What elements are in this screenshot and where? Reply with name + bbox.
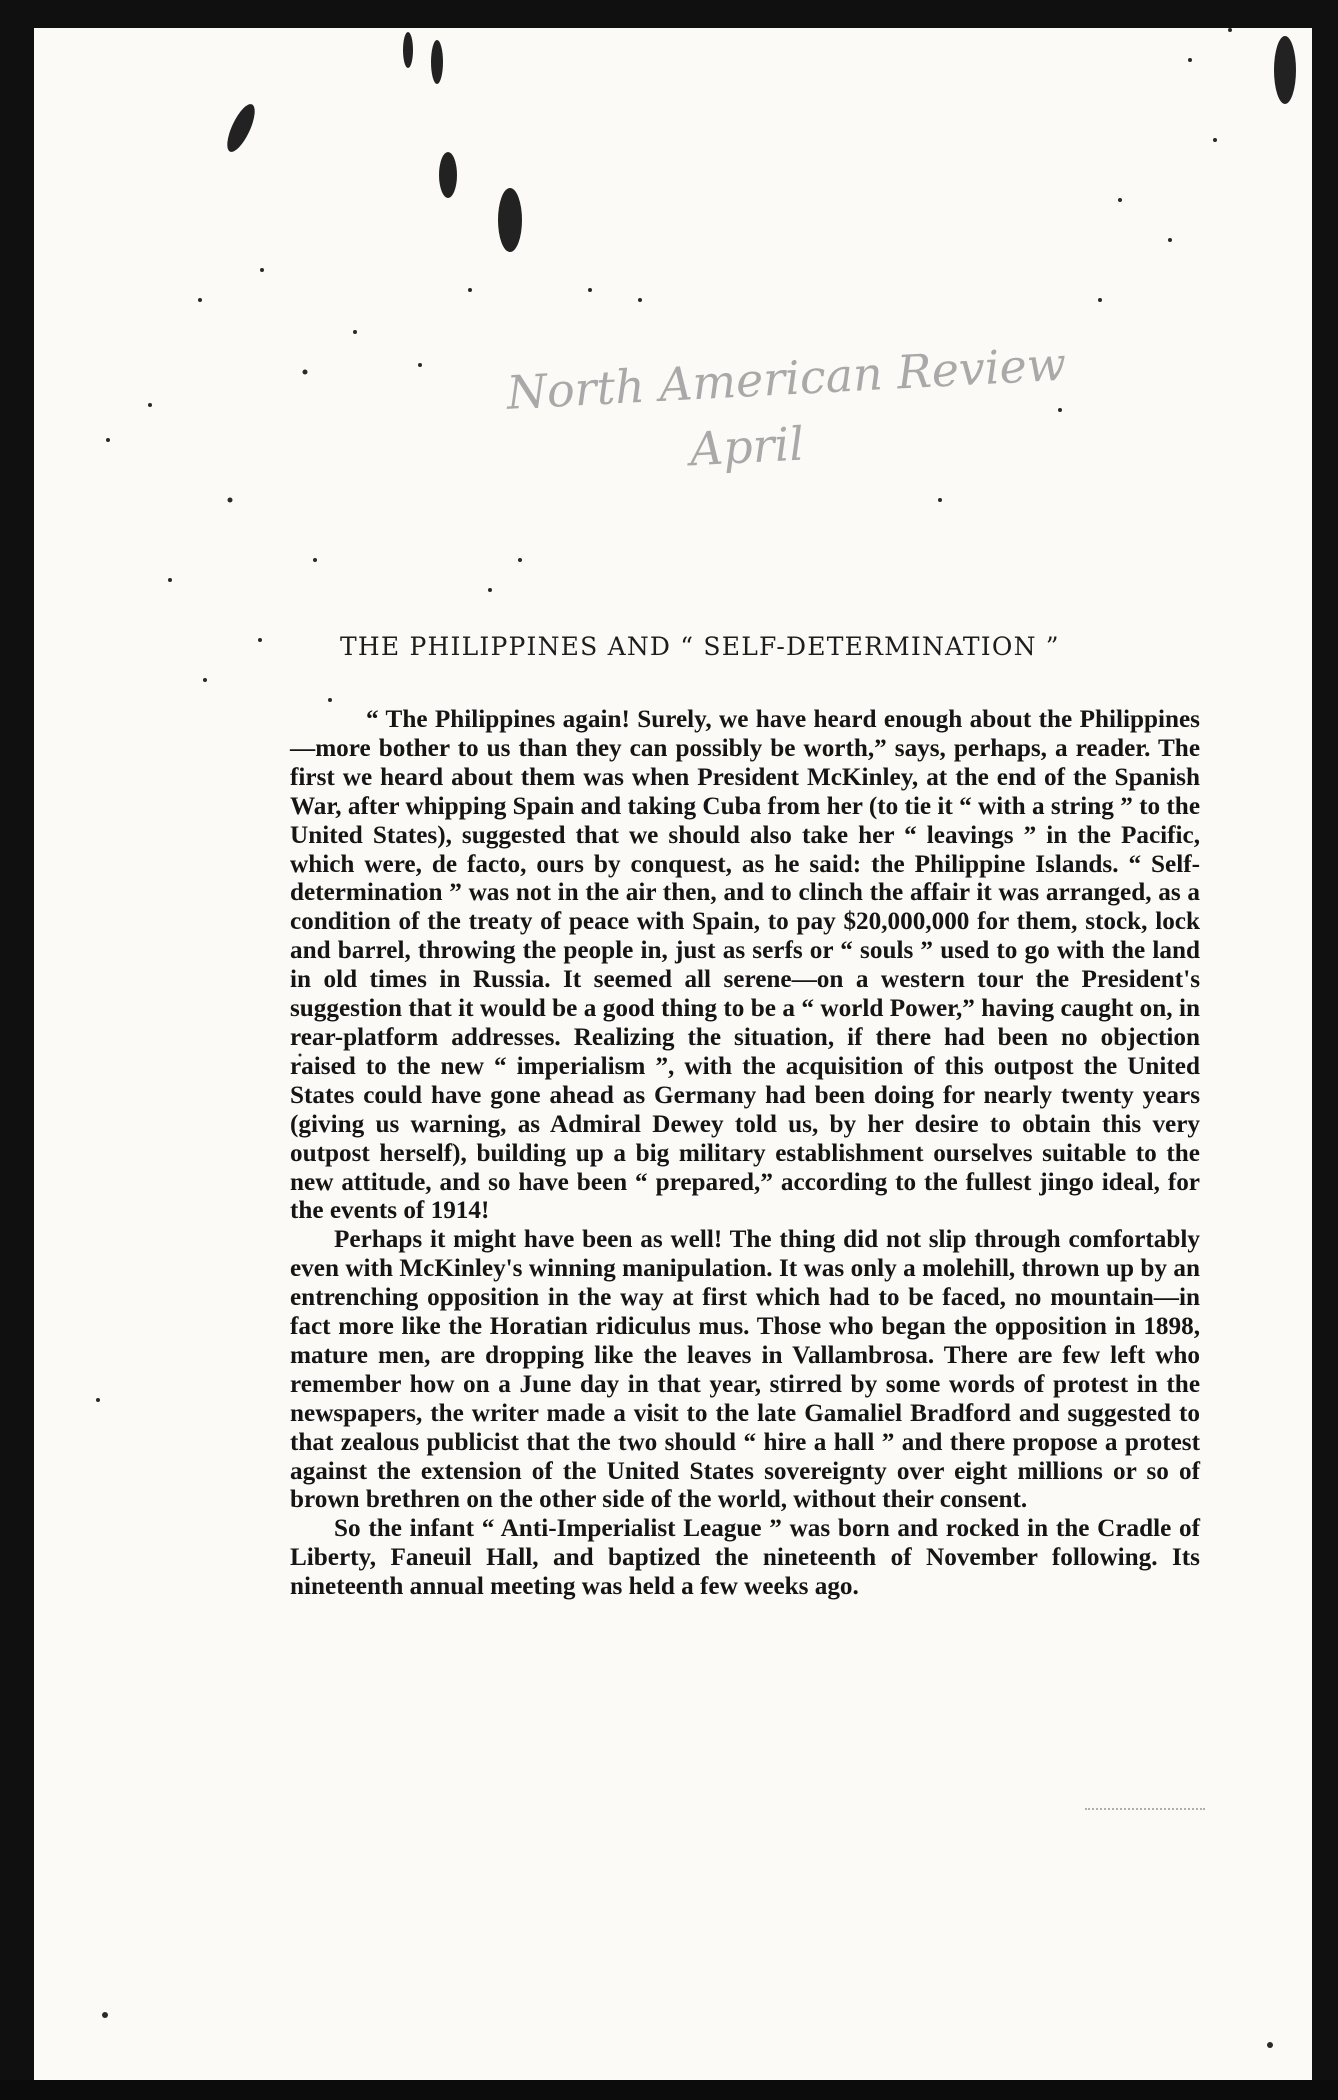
ink-blot <box>222 101 260 156</box>
page-footer-mark <box>1085 1808 1205 1812</box>
ink-blot <box>1274 36 1296 104</box>
ink-blot <box>439 152 457 198</box>
article-body <box>290 706 1200 1602</box>
paragraph: Perhaps it might have been as well! The thing did not slip through comfortably even with McKinley's winning manipulation. It was only a molehill, thrown up by an entrenching opposition in the way at first which had to be faced, no mountain—in fact more like the Horatian ridiculus mus. Those who began the opposition in 1898, mature men, are dropping like the leaves in Vallambrosa. There are few left who remember how on a June day in that year, stirred by some words of protest in the newspapers, the writer made a visit to the late Gamaliel Bradford and suggested to that zealous publicist that the two should “ hire a hall ” and there propose a protest against the extension of the United States sovereignty over eight millions or so of brown brethren on the other side of the world, without their consent. <box>290 1226 1200 1514</box>
ink-blot <box>431 40 443 84</box>
handwritten-line: North American Review <box>505 336 1068 420</box>
ink-blot <box>403 32 413 68</box>
handwritten-line: April <box>688 416 806 477</box>
ink-blot <box>498 188 522 252</box>
article-title: THE PHILIPPINES AND “ SELF-DETERMINATION ” <box>340 632 1060 661</box>
paragraph: “ The Philippines again! Surely, we have heard enough about the Philippines—more bother to us than they can possibly be worth,” says, perhaps, a reader. The first we heard about them was when President McKinley, at the end of the Spanish War, after whipping Spain and taking Cuba from her (to tie it “ with a string ” to the United States), suggested that we should also take her “ leavings ” in the Pacific, which were, de facto, ours by conquest, as he said: the Philippine Islands. “ Self-determination ” was not in the air then, and to clinch the affair it was arranged, as a condition of the treaty of peace with Spain, to pay $20,000,000 for them, stock, lock and barrel, throwing the people in, just as serfs or “ souls ” used to go with the land in old times in Russia. It seemed all serene—on a western tour the President's suggestion that it would be a good thing to be a “ world Power,” having caught on, in rear-platform addresses. Realizing the situation, if there had been no objection raised to the new “ imperialism ”, with the acquisition of this outpost the United States could have gone ahead as Germany had been doing for nearly twenty years (giving us warning, as Admiral Dewey told us, by her desire to obtain this very outpost herself), building up a big military establishment ourselves suitable to the new attitude, and so have been “ prepared,” according to the fullest jingo ideal, for the events of 1914! <box>290 706 1200 1225</box>
paragraph: So the infant “ Anti-Imperialist League ” was born and rocked in the Cradle of Liberty, Faneuil Hall, and baptized the nineteenth of November following. Its nineteenth annual meeting was held a few weeks ago. <box>290 1515 1200 1601</box>
